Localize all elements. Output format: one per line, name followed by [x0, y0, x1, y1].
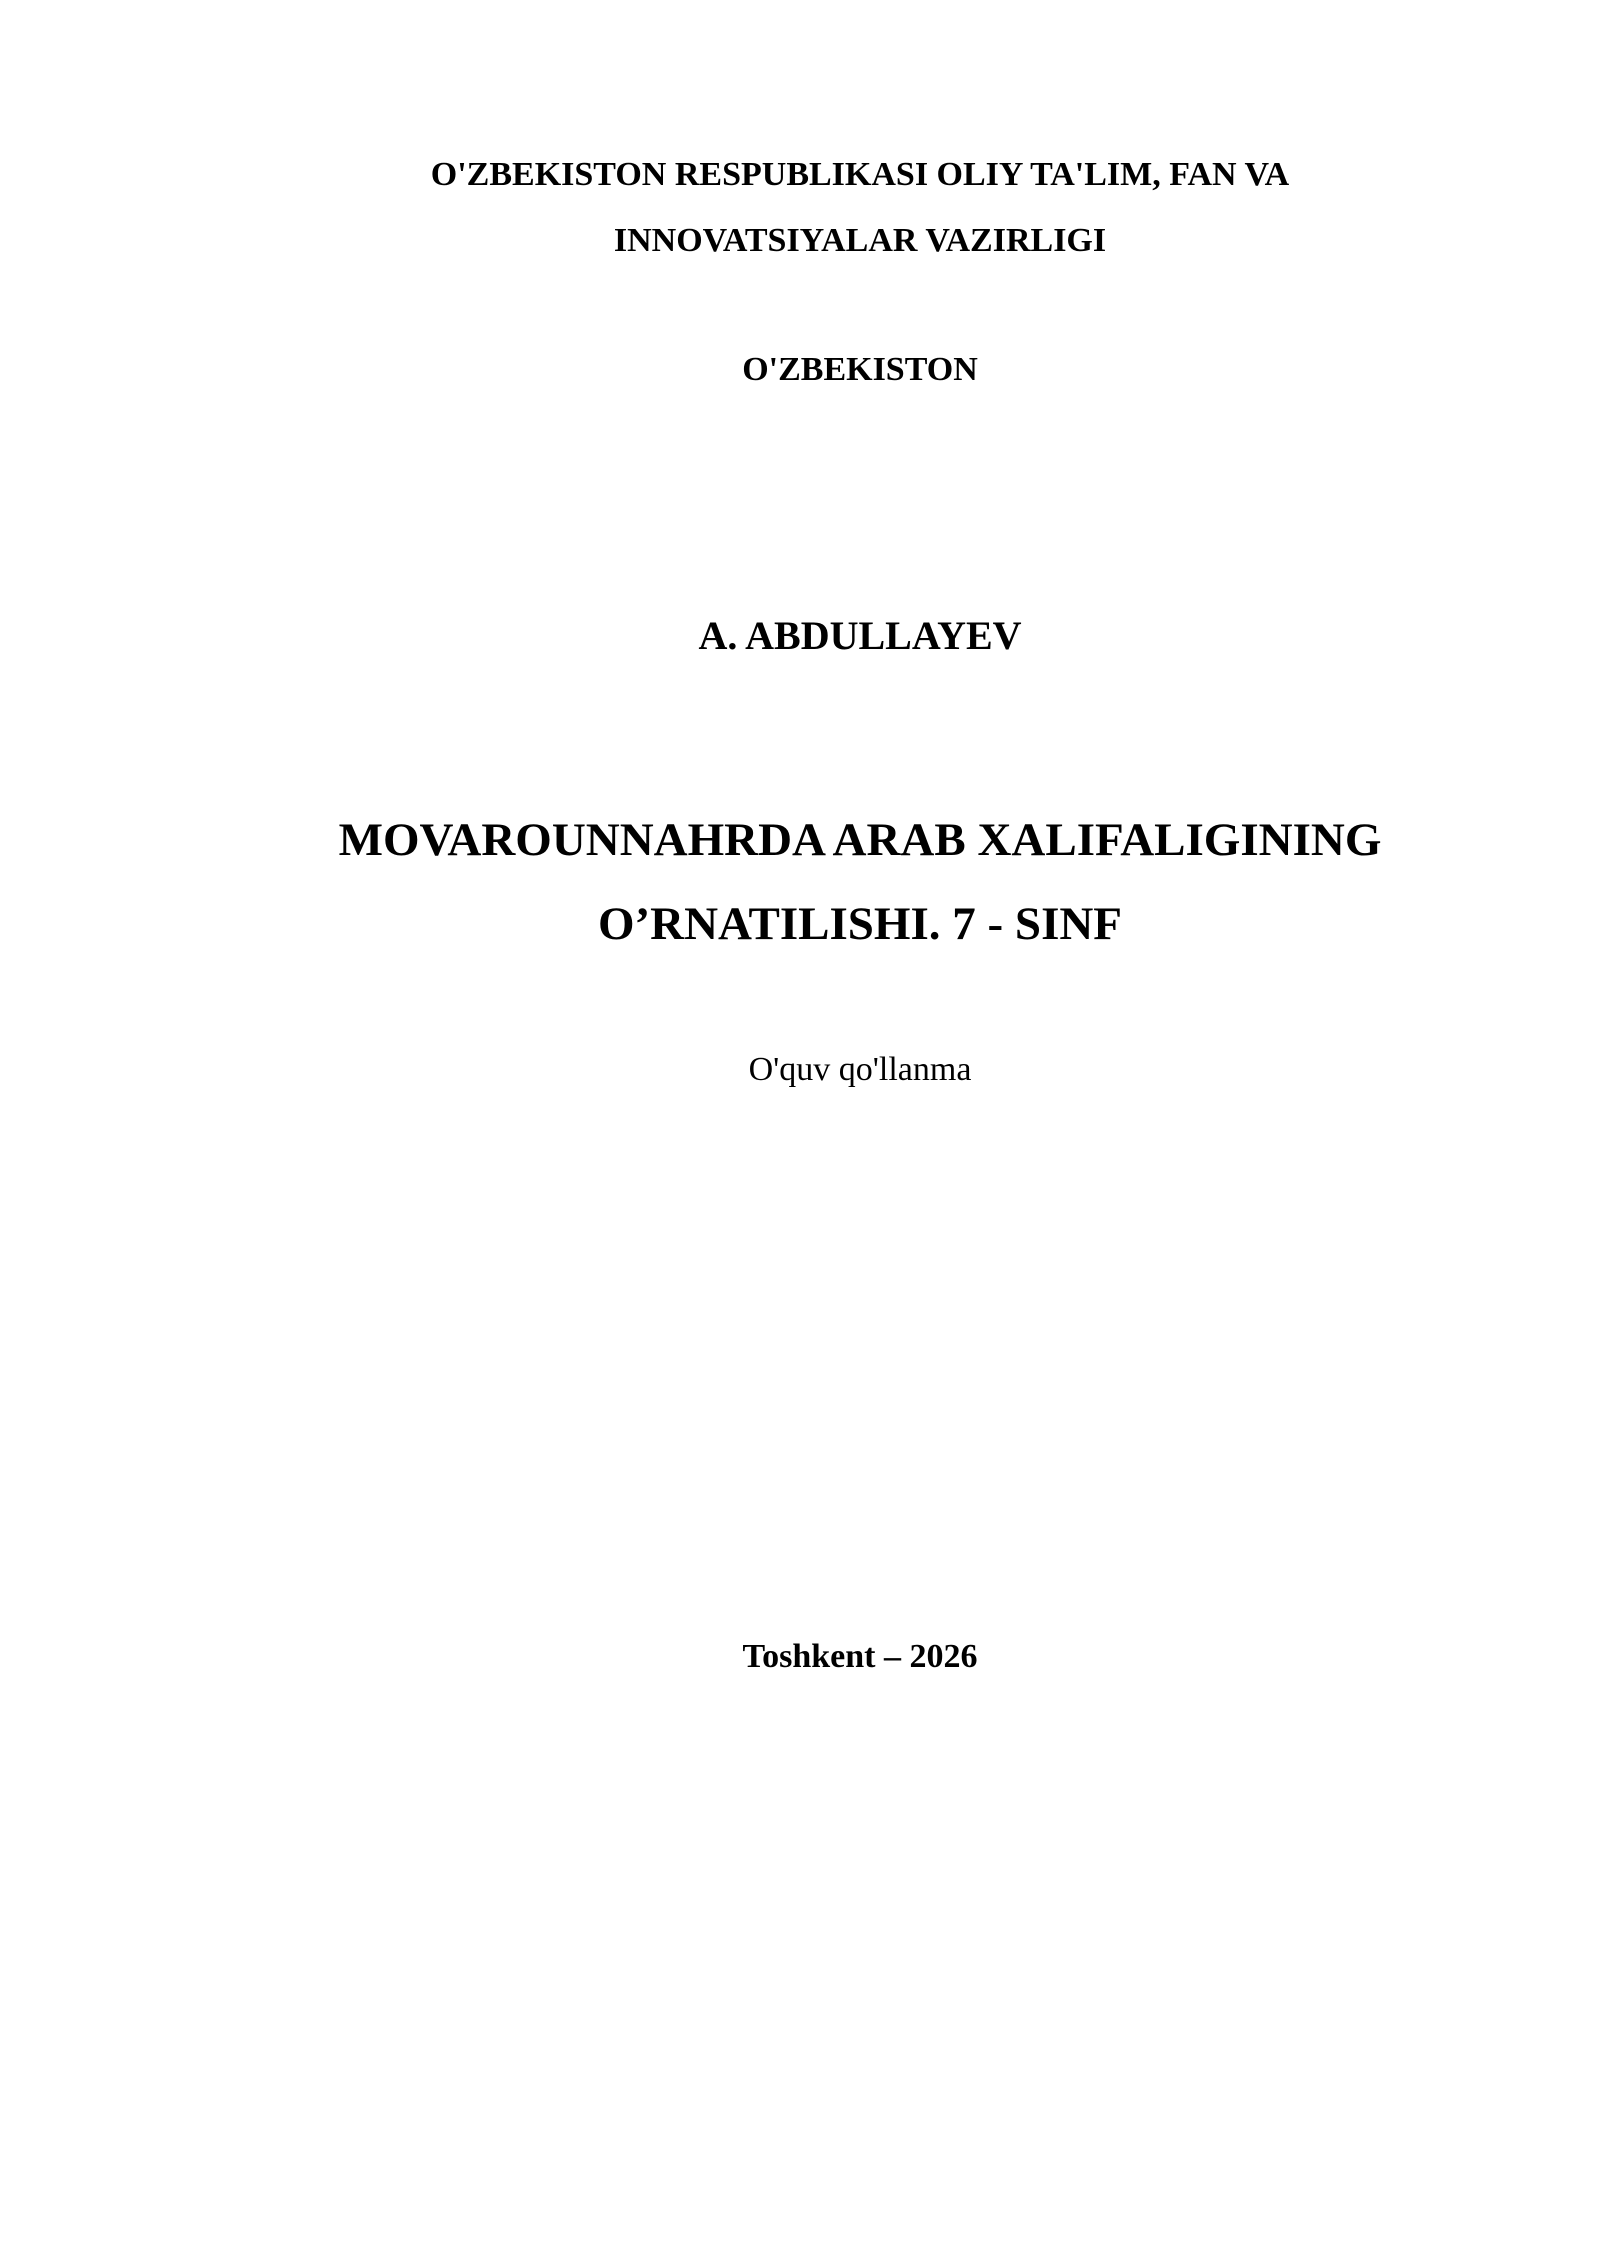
document-title-line-2: O’RNATILISHI. 7 - SINF: [597, 898, 1123, 950]
document-title-line-1: MOVAROUNNAHRDA ARAB XALIFALIGINING: [338, 814, 1382, 866]
document-subtitle: O'quv qo'llanma: [748, 1051, 972, 1088]
country-name: O'ZBEKISTON: [742, 351, 978, 388]
publication-imprint: Toshkent – 2026: [742, 1638, 978, 1675]
ministry-line-1: O'ZBEKISTON RESPUBLIKASI OLIY TA'LIM, FAN VA: [430, 156, 1290, 193]
ministry-line-2: INNOVATSIYALAR VAZIRLIGI: [613, 222, 1107, 259]
author-name: A. ABDULLAYEV: [698, 613, 1022, 658]
